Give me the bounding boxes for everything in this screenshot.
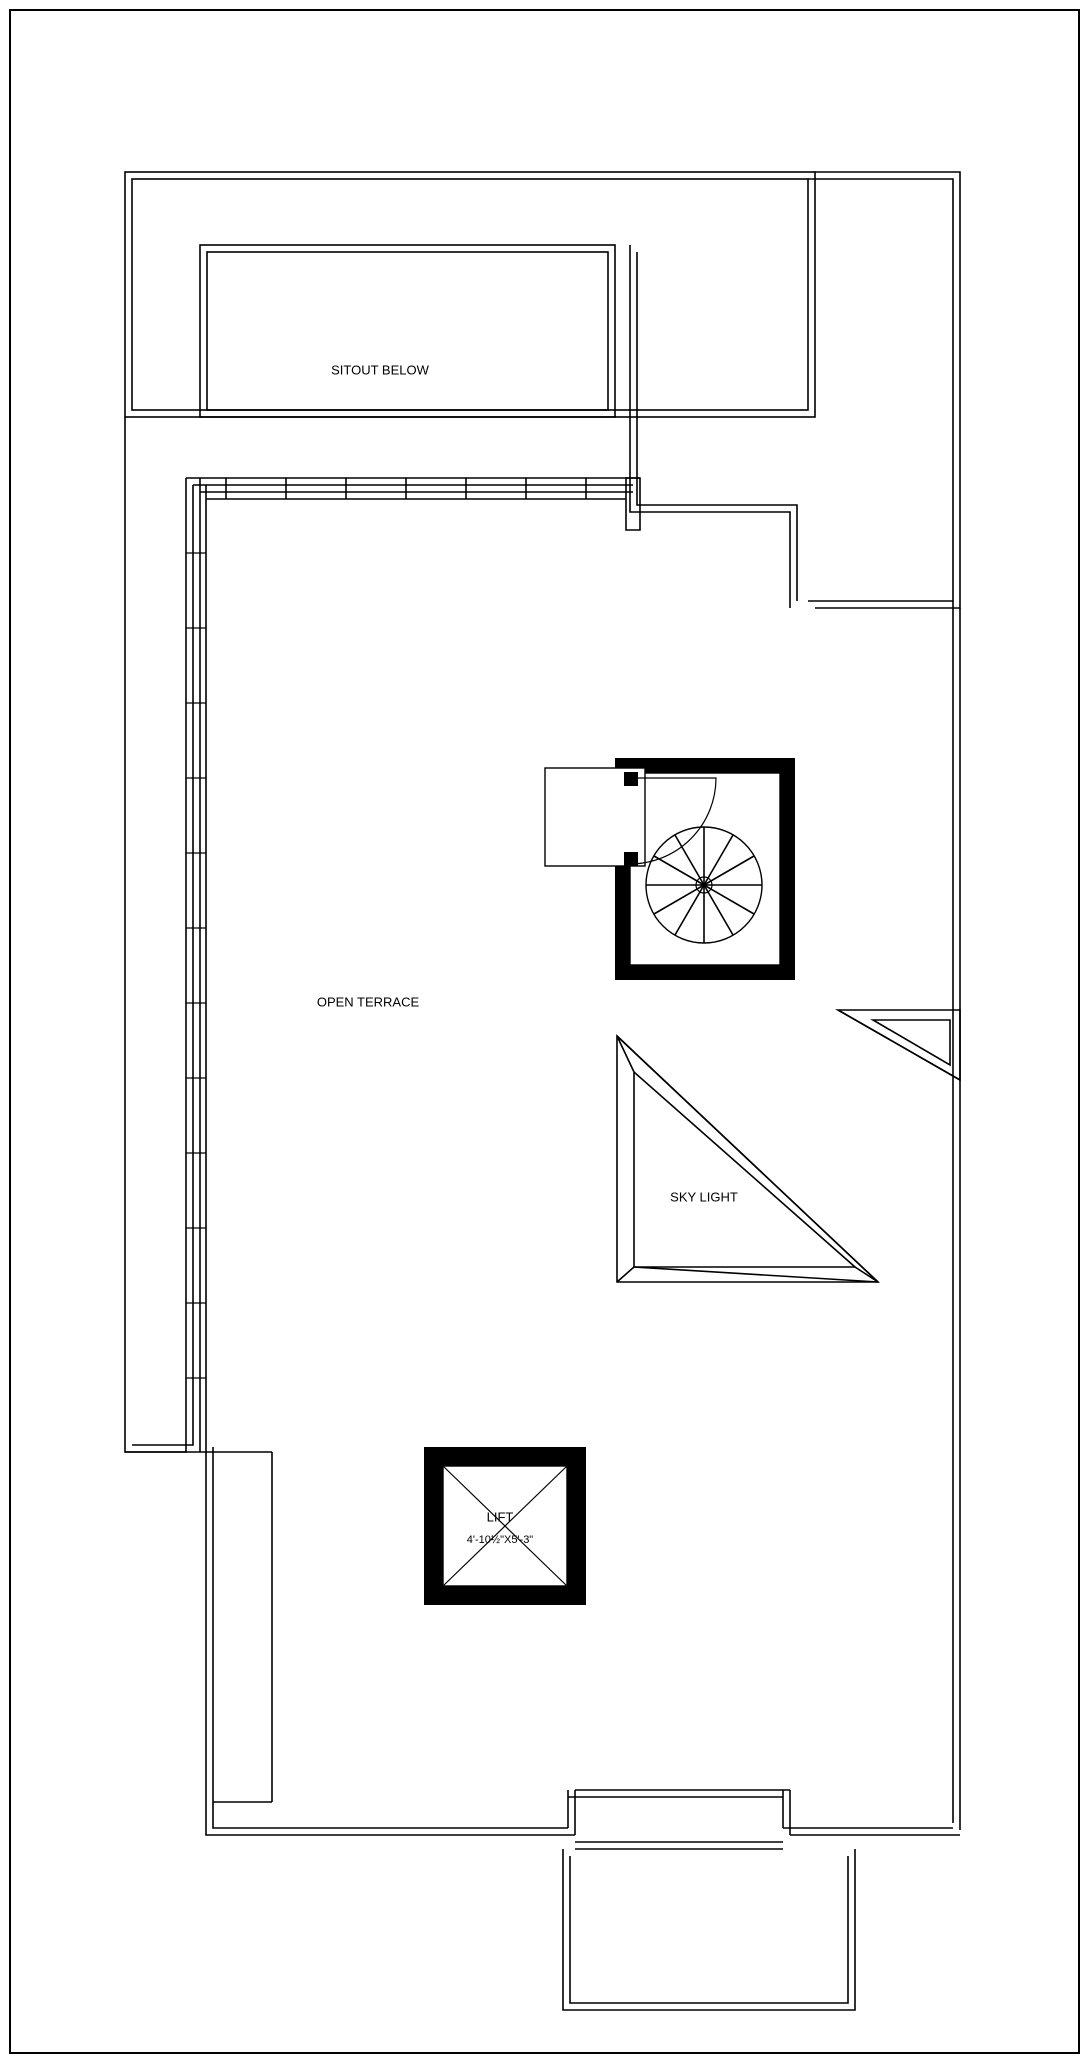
label-sitout-below: SITOUT BELOW (331, 362, 429, 378)
staircase-enclosure (545, 758, 795, 980)
bottom-projection (563, 1849, 855, 2010)
terrace-outer-wall (125, 417, 206, 1452)
terrace-top-parapet (186, 478, 640, 530)
terrace-right-wall (953, 601, 960, 1830)
right-upper-wing (630, 172, 960, 608)
sheet-border (10, 10, 1079, 2053)
plan-geometry (125, 172, 960, 2010)
right-fin-triangle (838, 1010, 960, 1080)
parapet-tick-marks (186, 553, 206, 1378)
lift-shaft-outline (424, 1447, 586, 1605)
label-lift: LIFT (486, 1509, 514, 1525)
label-open-terrace: OPEN TERRACE (316, 994, 420, 1010)
label-sky-light: SKY LIGHT (670, 1189, 738, 1205)
label-lift-size: 4'-10½"X5'-3" (466, 1533, 534, 1546)
sitout-below-outline (125, 172, 815, 417)
sky-light-outline (617, 1033, 878, 1290)
spiral-staircase-treads (646, 827, 762, 943)
